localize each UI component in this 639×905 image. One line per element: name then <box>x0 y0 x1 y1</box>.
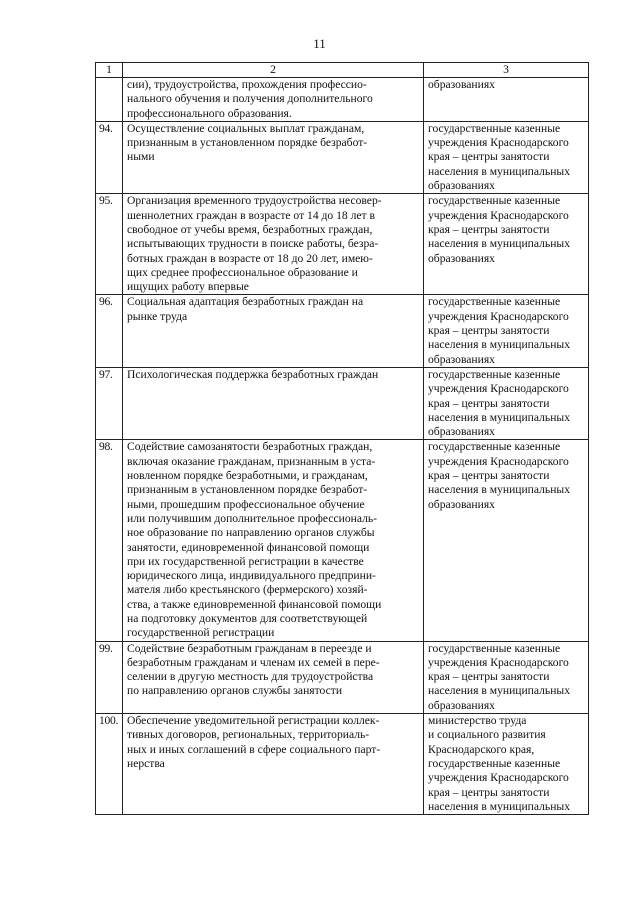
services-table <box>95 62 589 815</box>
service-description: Осуществление социальных выплат гражданам, признанным в установленном порядке безработ- ными <box>123 121 424 193</box>
table-row <box>96 440 589 641</box>
column-header-responsible: 3 <box>424 63 589 78</box>
responsible-body: государственные казенные учреждения Краснодарского края – центры занятости населения в муниципальных образованиях <box>424 295 589 367</box>
page-number: 11 <box>313 36 326 51</box>
service-description: Содействие безработным гражданам в переезде и безработным гражданам и членам их семей в пере- селении в другую местность для трудоустройства по направлению органов службы занятости <box>123 641 424 713</box>
responsible-body: министерство труда и социального развития Краснодарского края, государственные казенные учреждения Краснодарского края – центры занятости населения в муниципальных <box>424 714 589 815</box>
table-row <box>96 295 589 367</box>
service-description: Социальная адаптация безработных граждан на рынке труда <box>123 295 424 367</box>
service-description: Организация временного трудоустройства несовер- шеннолетних граждан в возрасте от 14 до 18 лет в свободное от учебы время, безработных граждан, испытывающих трудности в поиске работы, безра- ботных граждан в возрасте от 18 до 20 лет, имею- щих среднее профессиональное образование и ищущих работу впервые <box>123 194 424 295</box>
responsible-body: государственные казенные учреждения Краснодарского края – центры занятости населения в муниципальных образованиях <box>424 121 589 193</box>
responsible-body: государственные казенные учреждения Краснодарского края – центры занятости населения в муниципальных образованиях <box>424 440 589 641</box>
table-row <box>96 78 589 122</box>
service-description: Психологическая поддержка безработных граждан <box>123 367 424 439</box>
row-number: 97. <box>96 367 123 439</box>
column-header-service: 2 <box>123 63 424 78</box>
row-number: 99. <box>96 641 123 713</box>
row-number: 96. <box>96 295 123 367</box>
row-number: 100. <box>96 714 123 815</box>
service-description: Обеспечение уведомительной регистрации коллек- тивных договоров, региональных, территориаль- ных и иных соглашений в сфере социального парт- нерства <box>123 714 424 815</box>
responsible-body: государственные казенные учреждения Краснодарского края – центры занятости населения в муниципальных образованиях <box>424 194 589 295</box>
responsible-body: образованиях <box>424 78 589 122</box>
row-number: 95. <box>96 194 123 295</box>
responsible-body: государственные казенные учреждения Краснодарского края – центры занятости населения в муниципальных образованиях <box>424 641 589 713</box>
row-number: 98. <box>96 440 123 641</box>
table-row <box>96 194 589 295</box>
service-description: Содействие самозанятости безработных граждан, включая оказание гражданам, признанным в уста- новленном порядке безработными, и гражданам, признанным в установленном порядке безработ- ными, прошедшим профессиональное обучение или получившим дополнительное профессиональ- ное образование по направлению органов службы занятости, единовременной финансовой помощи при их государственной регистрации в качестве юридического лица, индивидуального предприни- мателя либо крестьянского (фермерского) хозяй- ства, а также единовременной финансовой помощи на подготовку документов для соответствующей государственной регистрации <box>123 440 424 641</box>
table-header-row <box>96 63 589 78</box>
table-row <box>96 367 589 439</box>
responsible-body: государственные казенные учреждения Краснодарского края – центры занятости населения в муниципальных образованиях <box>424 367 589 439</box>
table-row <box>96 641 589 713</box>
column-header-number: 1 <box>96 63 123 78</box>
table-row <box>96 121 589 193</box>
service-description: сии), трудоустройства, прохождения профессио- нального обучения и получения дополнительного профессионального образования. <box>123 78 424 122</box>
row-number: 94. <box>96 121 123 193</box>
row-number <box>96 78 123 122</box>
table-row <box>96 714 589 815</box>
